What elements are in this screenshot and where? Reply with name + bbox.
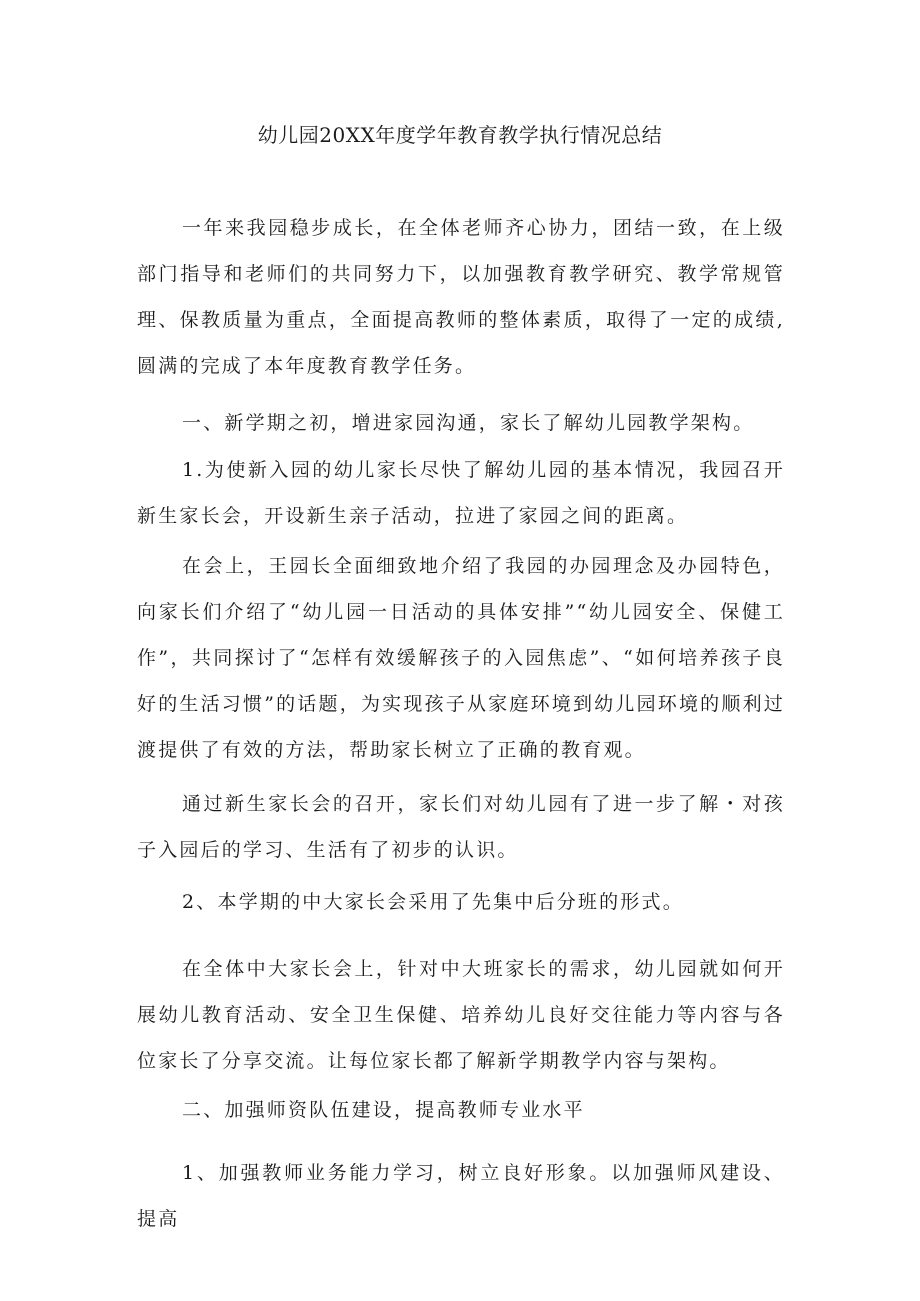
section-heading-1: 一、新学期之初，增进家园沟通，家长了解幼儿园教学架构。 xyxy=(182,412,755,434)
paragraph-meeting: 在会上，王园长全面细致地介绍了我园的办园理念及办园特色，向家长们介绍了“幼儿园一日活动的具体安排”“幼儿园安全、保健工作”，共同探讨了“怎样有效缓解孩子的入园焦虑”、“如何培养孩子良好的生活习惯”的话题，为实现孩子从家庭环境到幼儿园环境的顺利过渡提供了有效的方法，帮助家长树立了正确的教育观。 xyxy=(137,555,785,761)
paragraph-parents-meeting: 在全体中大家长会上，针对中大班家长的需求，幼儿园就如何开展幼儿教育活动、安全卫生保健、培养幼儿良好交往能力等内容与各位家长了分享交流。让每位家长都了解新学期教学内容与架构。 xyxy=(137,958,785,1072)
paragraph-teacher-training: 1、加强教师业务能力学习，树立良好形象。以加强师风建设、提高 xyxy=(137,1162,785,1230)
paragraph-item-2: 2、本学期的中大家长会采用了先集中后分班的形式。 xyxy=(182,891,684,913)
paragraph-result: 通过新生家长会的召开，家长们对幼儿园有了进一步了解・对孩子入园后的学习、生活有了初步的认识。 xyxy=(137,793,785,861)
paragraph-item-1: 1.为使新入园的幼儿家长尽快了解幼儿园的基本情况，我园召开新生家长会，开设新生亲子活动，拉进了家园之间的距离。 xyxy=(137,459,785,527)
document-title: 幼儿园20XX年度学年教育教学执行情况总结 xyxy=(257,123,663,147)
section-heading-2: 二、加强师资队伍建设，提高教师专业水平 xyxy=(182,1099,585,1121)
paragraph-intro: 一年来我园稳步成长，在全体老师齐心协力，团结一致，在上级部门指导和老师们的共同努力下，以加强教育教学研究、教学常规管理、保教质量为重点，全面提高教师的整体素质，取得了一定的成绩,圆满的完成了本年度教育教学任务。 xyxy=(137,217,785,377)
